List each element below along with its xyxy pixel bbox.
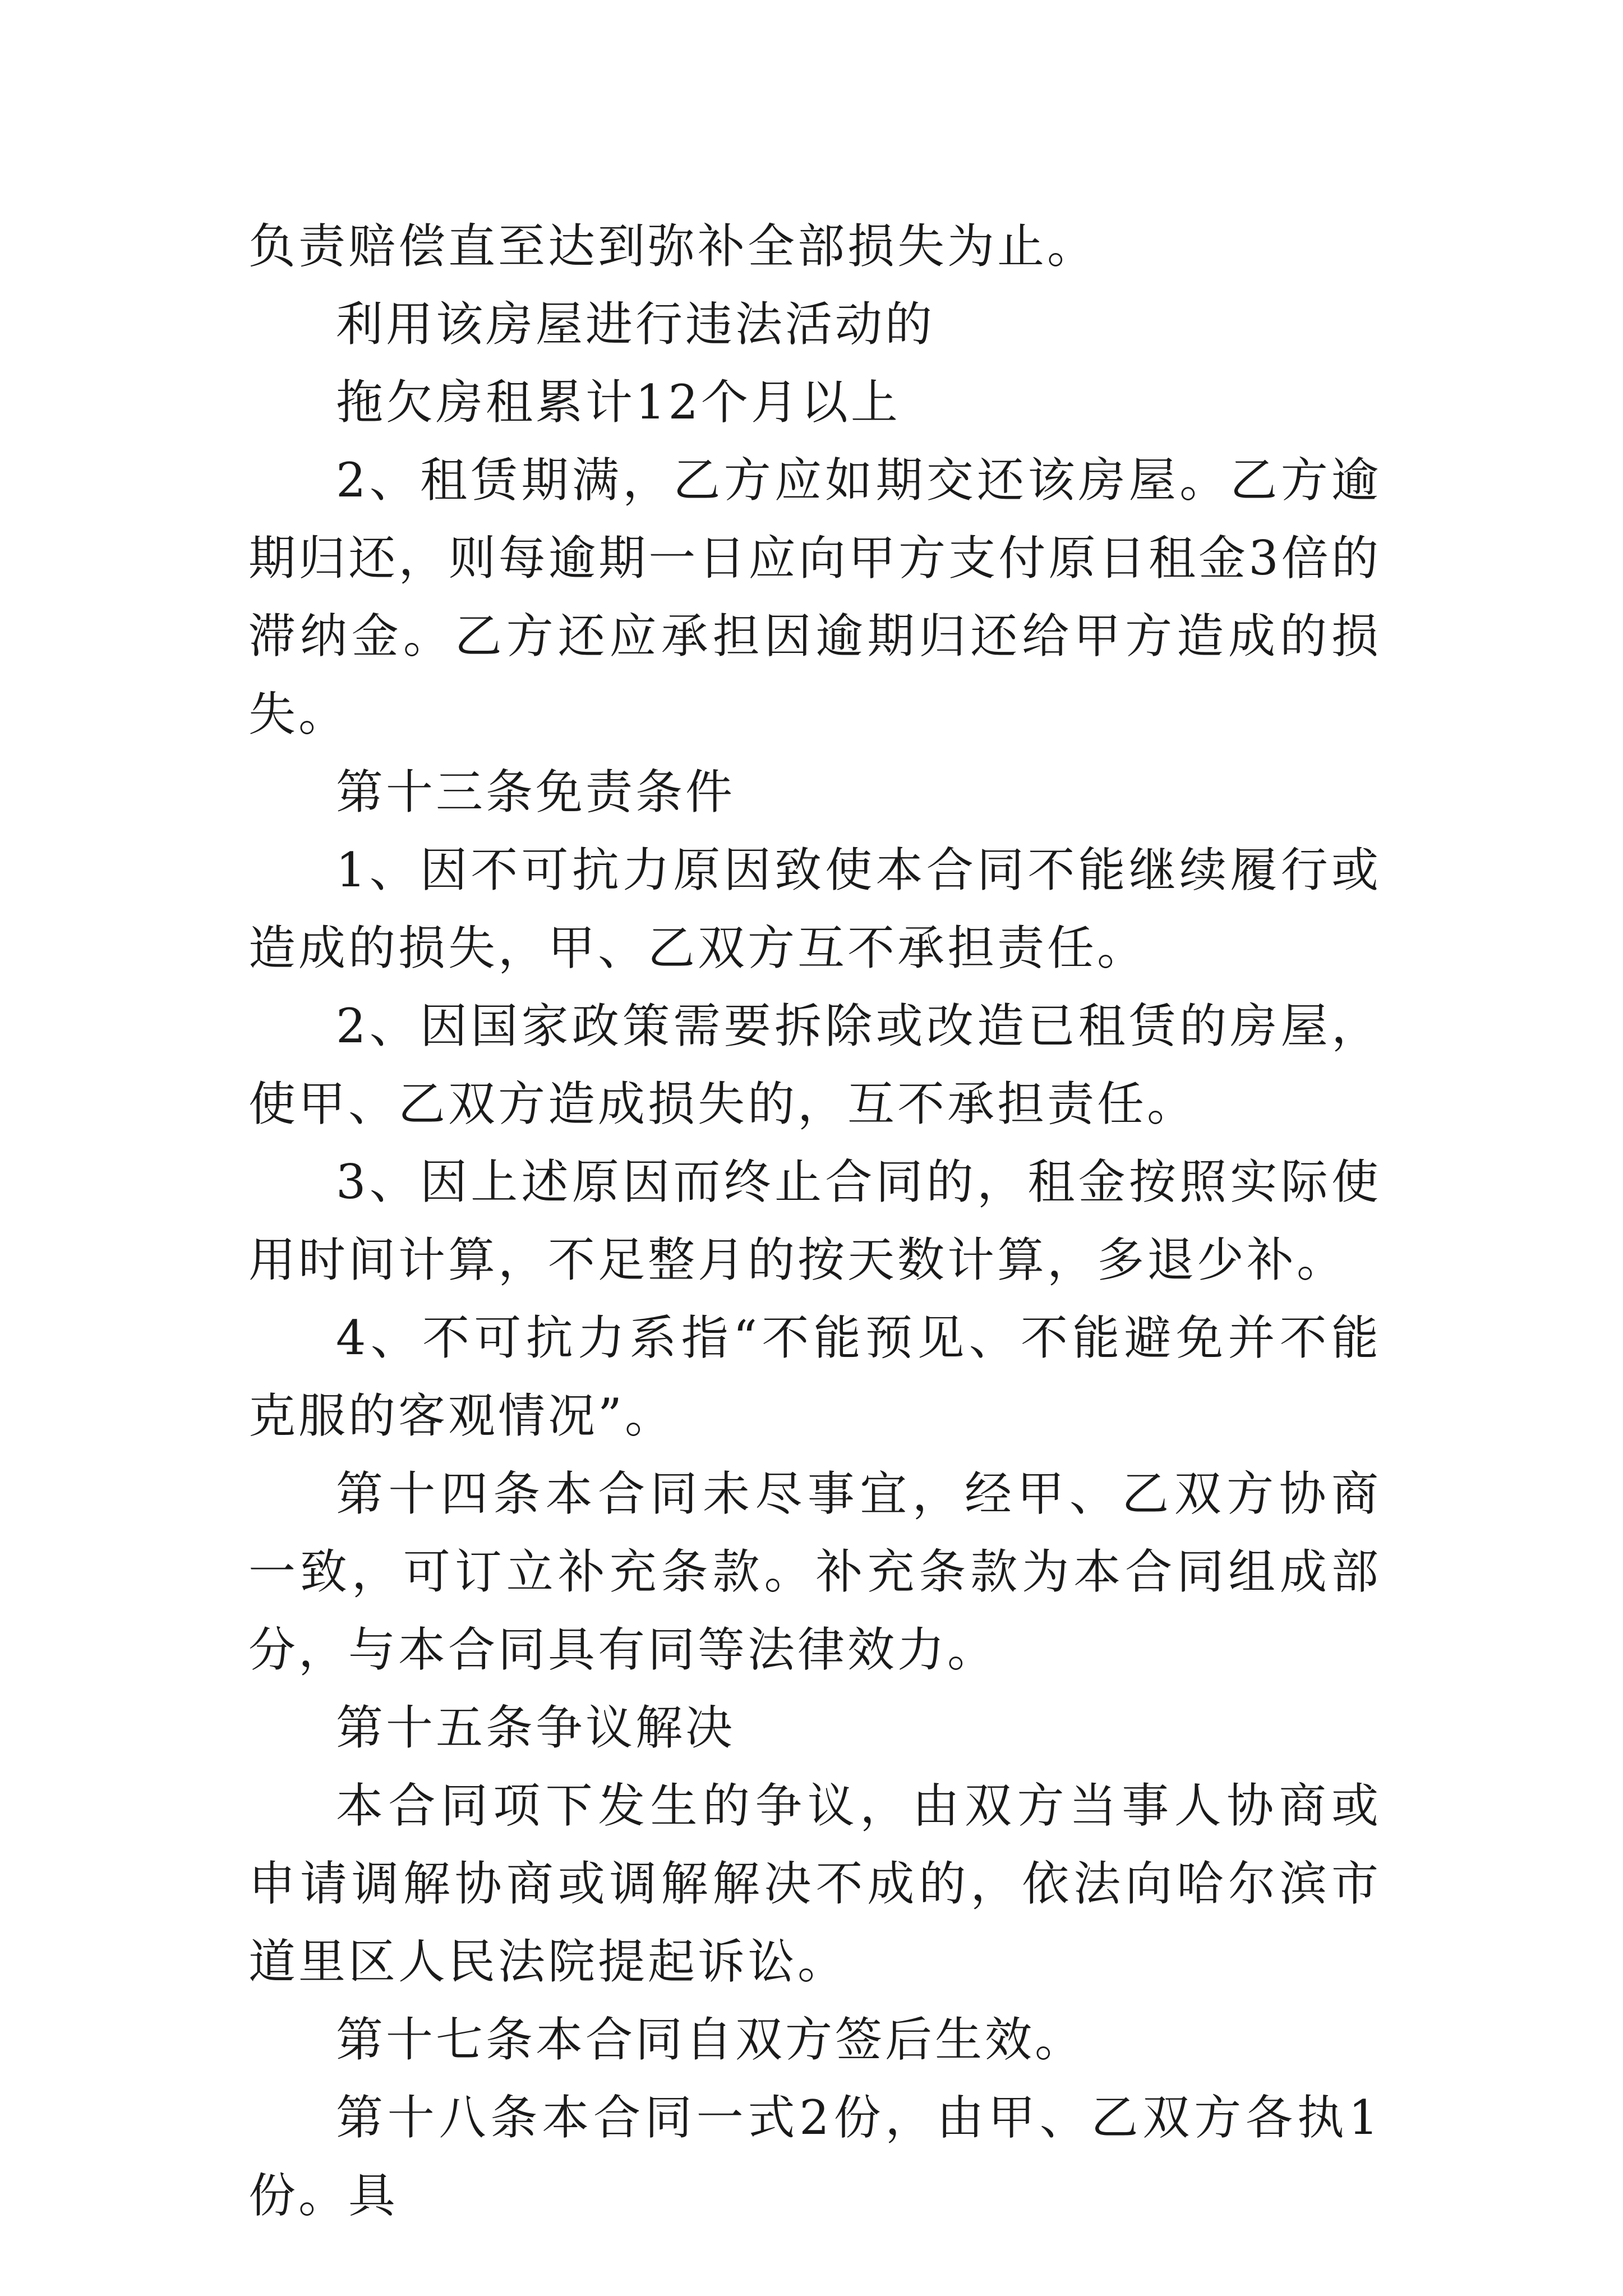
heading-article-15: 第十五条争议解决 xyxy=(336,1700,736,1755)
paragraph-force-majeure-definition: 4、不可抗力系指“不能预见、不能避免并不能克服的客观情况”。 xyxy=(248,1310,1381,1443)
contract-body-text xyxy=(248,208,1381,2235)
paragraph-article-14: 第十四条本合同未尽事宜，经甲、乙双方协商一致，可订立补充条款。补充条款为本合同组成部分，与本合同具有同等法律效力。 xyxy=(248,1466,1381,1677)
paragraph-compensation-end: 负责赔偿直至达到弥补全部损失为止。 xyxy=(248,219,1098,274)
heading-article-13: 第十三条免责条件 xyxy=(336,765,736,820)
paragraph-policy-demolition: 2、因国家政策需要拆除或改造已租赁的房屋，使甲、乙双方造成损失的，互不承担责任。 xyxy=(248,999,1381,1131)
paragraph-dispute-resolution: 本合同项下发生的争议，由双方当事人协商或申请调解协商或调解解决不成的，依法向哈尔滨市道里区人民法院提起诉讼。 xyxy=(248,1778,1381,1989)
paragraph-rent-settlement: 3、因上述原因而终止合同的，租金按照实际使用时间计算，不足整月的按天数计算，多退少补。 xyxy=(248,1154,1381,1287)
paragraph-illegal-activity: 利用该房屋进行违法活动的 xyxy=(336,297,935,352)
paragraph-article-17: 第十七条本合同自双方签后生效。 xyxy=(336,2012,1085,2067)
paragraph-rent-arrears: 拖欠房租累计12个月以上 xyxy=(336,375,901,430)
paragraph-force-majeure: 1、因不可抗力原因致使本合同不能继续履行或造成的损失，甲、乙双方互不承担责任。 xyxy=(248,843,1381,976)
paragraph-article-18: 第十八条本合同一式2份，由甲、乙双方各执1份。具 xyxy=(248,2090,1381,2223)
paragraph-lease-expiry: 2、租赁期满，乙方应如期交还该房屋。乙方逾期归还，则每逾期一日应向甲方支付原日租金3倍的滞纳金。乙方还应承担因逾期归还给甲方造成的损失。 xyxy=(248,453,1381,742)
